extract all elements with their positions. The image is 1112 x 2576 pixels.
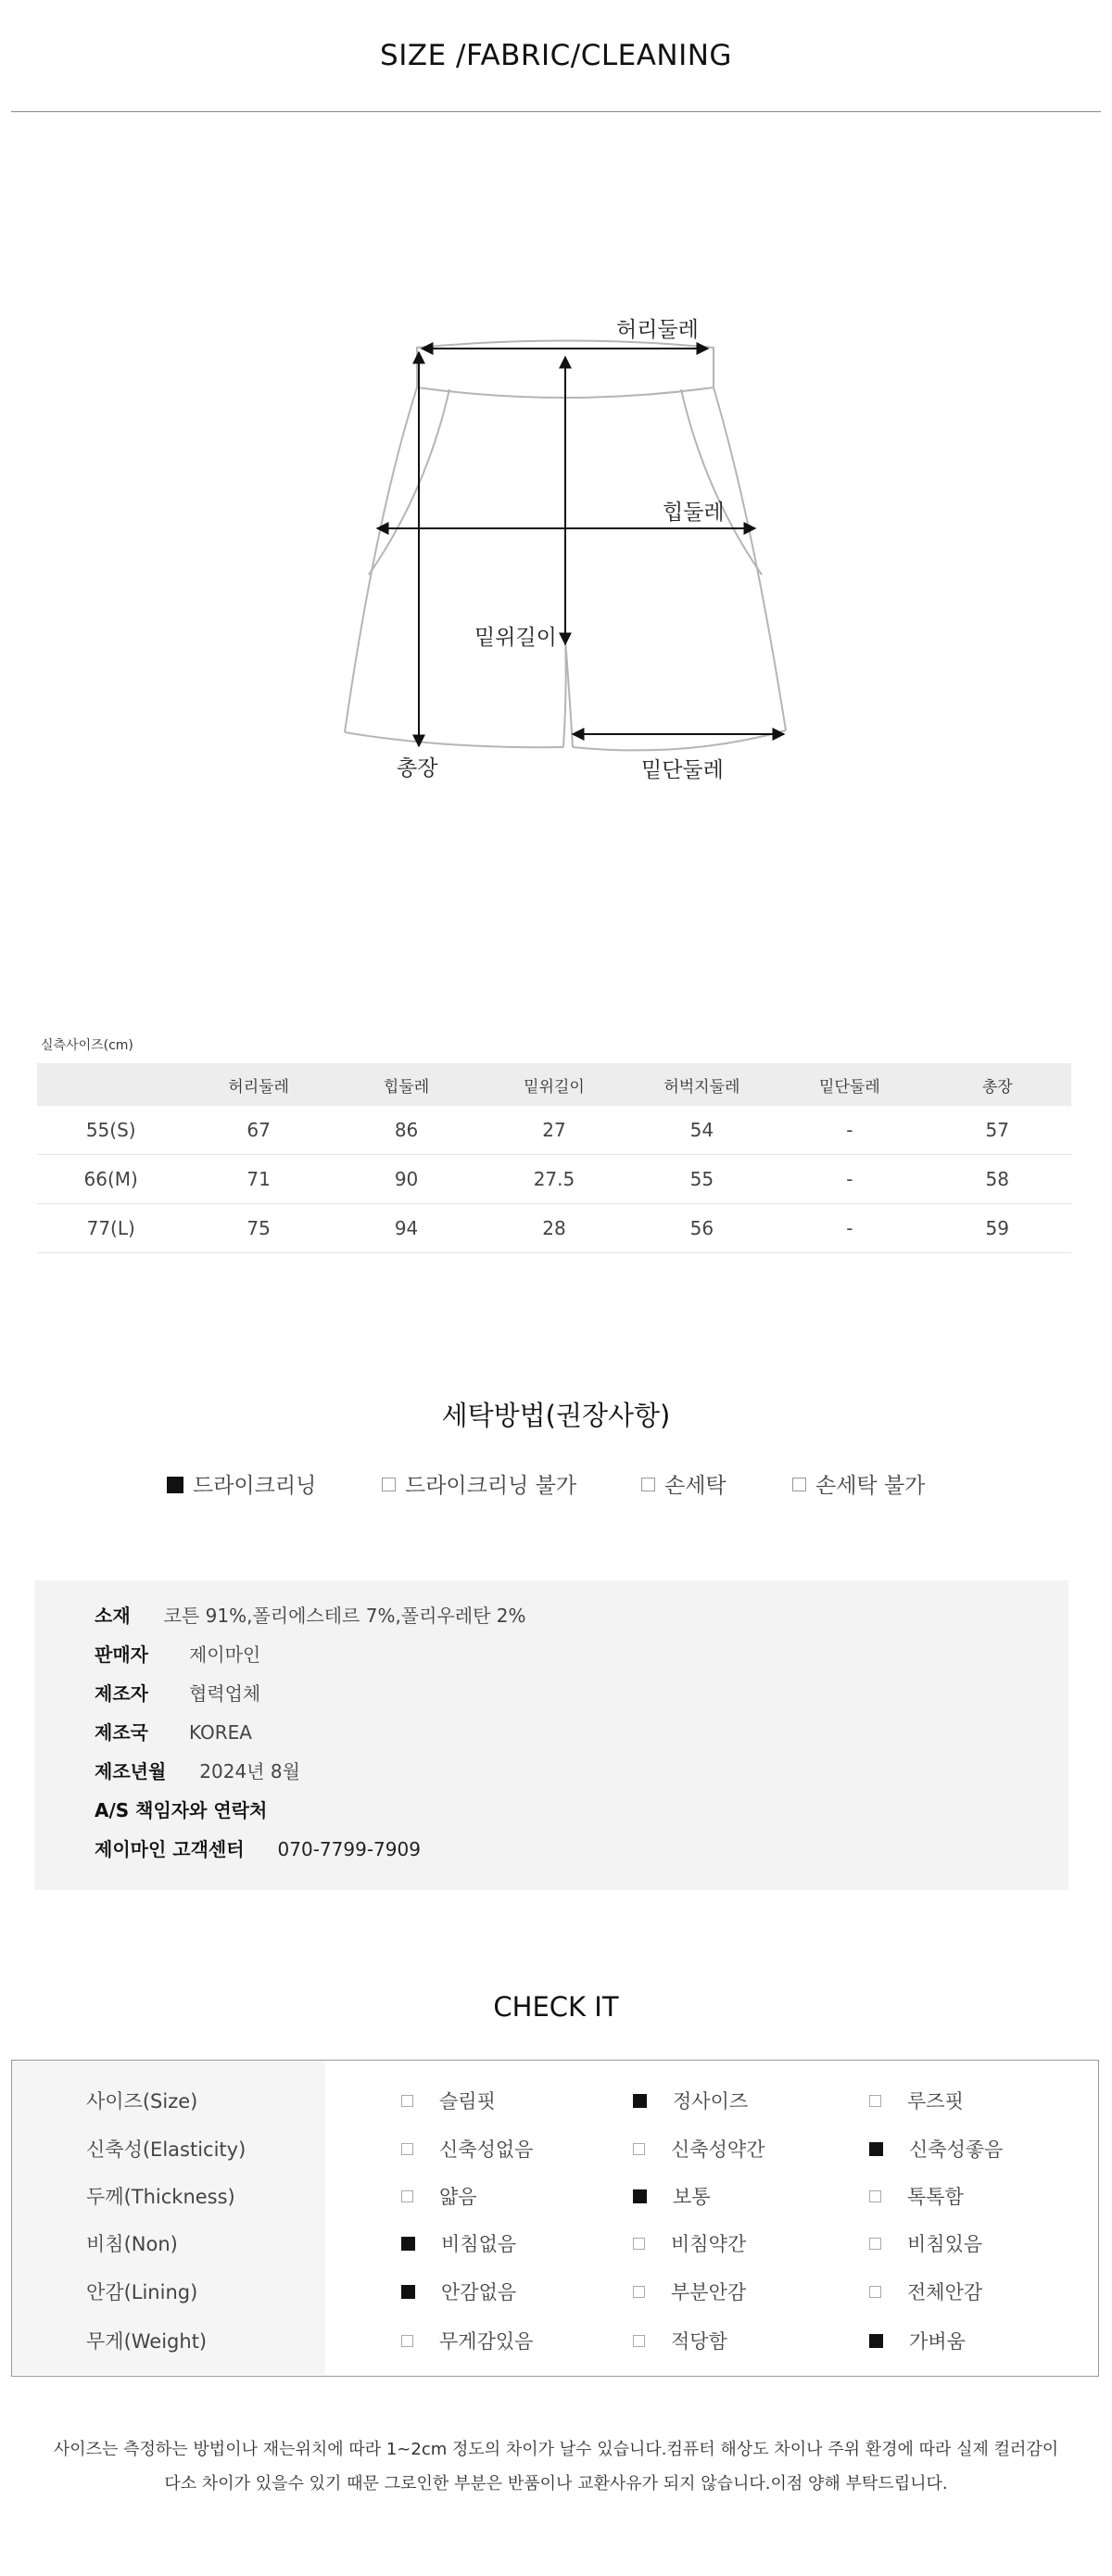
check-option-label: 루즈핏 — [907, 2090, 964, 2113]
check-option-label: 보통 — [673, 2186, 711, 2208]
check-option — [633, 2229, 746, 2257]
size-cell: 75 — [184, 1204, 332, 1253]
check-option — [869, 2278, 982, 2305]
check-option — [869, 2327, 966, 2354]
info-key: A/S 책임자와 연락처 — [95, 1799, 268, 1821]
info-row-as-contact — [95, 1796, 267, 1822]
size-cell: 66(M) — [37, 1155, 184, 1204]
check-it-table — [11, 2060, 1099, 2377]
check-option-label: 톡톡함 — [907, 2186, 964, 2208]
size-col-header: 밑단둘레 — [776, 1063, 923, 1106]
table-row — [37, 1204, 1071, 1253]
check-option — [633, 2182, 711, 2210]
check-option — [633, 2087, 748, 2114]
info-value: 코튼 91%,폴리에스테르 7%,폴리우레탄 2% — [163, 1605, 526, 1627]
wash-option-dry-clean — [167, 1468, 316, 1499]
measurement-arrows — [377, 349, 784, 746]
size-col-header: 총장 — [924, 1063, 1071, 1106]
size-cell: 55(S) — [37, 1106, 184, 1155]
size-col-header: 허리둘레 — [184, 1063, 332, 1106]
wash-option-hand-wash — [641, 1468, 727, 1499]
check-option — [869, 2087, 964, 2114]
checkbox-icon — [167, 1477, 183, 1493]
size-cell: - — [776, 1106, 923, 1155]
checkbox-icon — [633, 2094, 647, 2108]
check-option-label: 정사이즈 — [673, 2090, 749, 2113]
checkbox-icon — [869, 2095, 881, 2107]
size-cell: 27.5 — [480, 1155, 627, 1204]
check-option — [633, 2135, 764, 2163]
check-option — [401, 2182, 477, 2210]
checkbox-icon — [869, 2334, 883, 2348]
check-option-label: 비침없음 — [441, 2233, 517, 2255]
info-value: 제이마인 — [188, 1643, 261, 1666]
size-col-header: 허벅지둘레 — [628, 1063, 776, 1106]
check-option-label: 얇음 — [439, 2186, 477, 2208]
table-row — [37, 1155, 1071, 1204]
checkbox-icon — [869, 2286, 881, 2298]
size-cell: 58 — [924, 1155, 1071, 1204]
notice-text-line-1: 사이즈는 측정하는 방법이나 재는위치에 따라 1~2cm 정도의 차이가 날수 있습니다.컴퓨터 해상도 차이나 주위 환경에 따라 실제 컬러감이 — [53, 2440, 1059, 2459]
size-cell: 57 — [924, 1106, 1071, 1155]
checkbox-icon — [633, 2189, 647, 2203]
size-cell: 59 — [924, 1204, 1071, 1253]
check-label-size: 사이즈(Size) — [86, 2090, 198, 2113]
check-label-see-through: 비침(Non) — [86, 2233, 178, 2255]
hem-label: 밑단둘레 — [641, 758, 724, 782]
check-option-label: 비침있음 — [907, 2233, 983, 2255]
waist-label: 허리둘레 — [616, 318, 699, 342]
info-key: 소재 — [95, 1605, 131, 1627]
checkbox-icon — [869, 2190, 881, 2202]
checkbox-icon — [633, 2286, 645, 2298]
check-option — [401, 2327, 533, 2354]
check-it-title: CHECK IT — [493, 1991, 619, 2023]
size-cell: 56 — [628, 1204, 776, 1253]
size-table — [37, 1063, 1071, 1253]
product-info-box — [34, 1580, 1068, 1890]
info-value: KOREA — [188, 1721, 252, 1744]
checkbox-icon — [633, 2335, 645, 2347]
info-key: 제조국 — [95, 1721, 148, 1744]
title-divider — [11, 111, 1101, 112]
check-option-label: 비침약간 — [671, 2233, 747, 2255]
checkbox-icon — [401, 2285, 415, 2299]
check-option — [869, 2135, 1003, 2163]
wash-option-label: 손세탁 — [664, 1474, 727, 1498]
check-option — [869, 2182, 964, 2210]
shorts-size-diagram — [0, 297, 1112, 816]
wash-option-label: 드라이크리닝 — [193, 1474, 317, 1498]
checkbox-icon — [401, 2335, 413, 2347]
checkbox-icon — [401, 2095, 413, 2107]
checkbox-icon — [633, 2238, 645, 2250]
size-cell: 86 — [333, 1106, 480, 1155]
info-row-country — [95, 1718, 252, 1745]
checkbox-icon — [792, 1478, 806, 1491]
wash-option-label: 손세탁 불가 — [815, 1474, 926, 1498]
checkbox-icon — [382, 1478, 396, 1491]
info-key: 제조년월 — [95, 1760, 167, 1783]
check-option — [401, 2087, 496, 2114]
check-option — [401, 2278, 516, 2305]
size-cell: 28 — [480, 1204, 627, 1253]
size-cell: 27 — [480, 1106, 627, 1155]
size-cell: 71 — [184, 1155, 332, 1204]
check-option — [869, 2229, 982, 2257]
info-value: 2024년 8월 — [199, 1760, 300, 1783]
checkbox-icon — [401, 2237, 415, 2251]
checkbox-icon — [641, 1478, 655, 1491]
page-title: SIZE /FABRIC/CLEANING — [380, 39, 732, 72]
size-table-caption: 실측사이즈(cm) — [41, 1038, 133, 1053]
check-option — [633, 2278, 746, 2305]
check-option-label: 부분안감 — [671, 2281, 747, 2303]
size-cell: 67 — [184, 1106, 332, 1155]
rise-label: 밑위길이 — [474, 626, 557, 650]
info-row-date — [95, 1757, 300, 1783]
info-key: 제이마인 고객센터 — [95, 1838, 245, 1860]
size-cell: - — [776, 1155, 923, 1204]
size-cell: 94 — [333, 1204, 480, 1253]
info-key: 제조자 — [95, 1682, 148, 1705]
checkbox-icon — [401, 2190, 413, 2202]
info-value: 070-7799-7909 — [277, 1838, 421, 1860]
wash-option-no-hand-wash — [792, 1468, 925, 1499]
washing-title: 세탁방법(권장사항) — [441, 1400, 671, 1431]
size-cell: 90 — [333, 1155, 480, 1204]
notice-text-line-2: 다소 차이가 있을수 있기 때문 그로인한 부분은 반품이나 교환사유가 되지 않습니다.이점 양해 부탁드립니다. — [164, 2474, 948, 2494]
check-label-thickness: 두께(Thickness) — [86, 2186, 235, 2208]
hip-label: 힙둘레 — [663, 501, 725, 525]
check-option-label: 슬림핏 — [439, 2090, 496, 2113]
wash-option-no-dry-clean — [382, 1468, 576, 1499]
size-col-header: 밑위길이 — [480, 1063, 627, 1106]
washing-options — [0, 1468, 1112, 1500]
check-label-weight: 무게(Weight) — [86, 2330, 208, 2353]
checkbox-icon — [401, 2143, 413, 2155]
info-row-seller — [95, 1640, 260, 1667]
info-value: 협력업체 — [188, 1682, 261, 1705]
wash-option-label: 드라이크리닝 불가 — [405, 1474, 577, 1498]
total-length-label: 총장 — [397, 756, 438, 780]
size-table-header-row — [37, 1063, 1071, 1106]
check-option-label: 신축성좋음 — [909, 2138, 1004, 2161]
size-cell: - — [776, 1204, 923, 1253]
check-label-elasticity: 신축성(Elasticity) — [86, 2138, 246, 2161]
size-cell: 55 — [628, 1155, 776, 1204]
check-option-label: 신축성없음 — [439, 2138, 534, 2161]
check-option — [401, 2135, 533, 2163]
check-option-label: 전체안감 — [907, 2281, 983, 2303]
check-label-lining: 안감(Lining) — [86, 2281, 198, 2303]
check-option-label: 안감없음 — [441, 2281, 517, 2303]
check-option-label: 가벼움 — [909, 2330, 966, 2353]
checkbox-icon — [869, 2238, 881, 2250]
size-col-header — [37, 1063, 184, 1106]
checkbox-icon — [633, 2143, 645, 2155]
check-option — [401, 2229, 516, 2257]
info-row-material — [95, 1601, 526, 1628]
info-key: 판매자 — [95, 1643, 148, 1666]
check-option-label: 적당함 — [671, 2330, 727, 2353]
table-row — [37, 1106, 1071, 1155]
info-row-customer-center — [95, 1834, 421, 1861]
check-option-label: 무게감있음 — [439, 2330, 534, 2353]
check-option — [633, 2327, 727, 2354]
size-cell: 77(L) — [37, 1204, 184, 1253]
info-row-manufacturer — [95, 1679, 260, 1706]
checkbox-icon — [869, 2142, 883, 2156]
size-cell: 54 — [628, 1106, 776, 1155]
check-option-label: 신축성약간 — [671, 2138, 765, 2161]
size-col-header: 힙둘레 — [333, 1063, 480, 1106]
